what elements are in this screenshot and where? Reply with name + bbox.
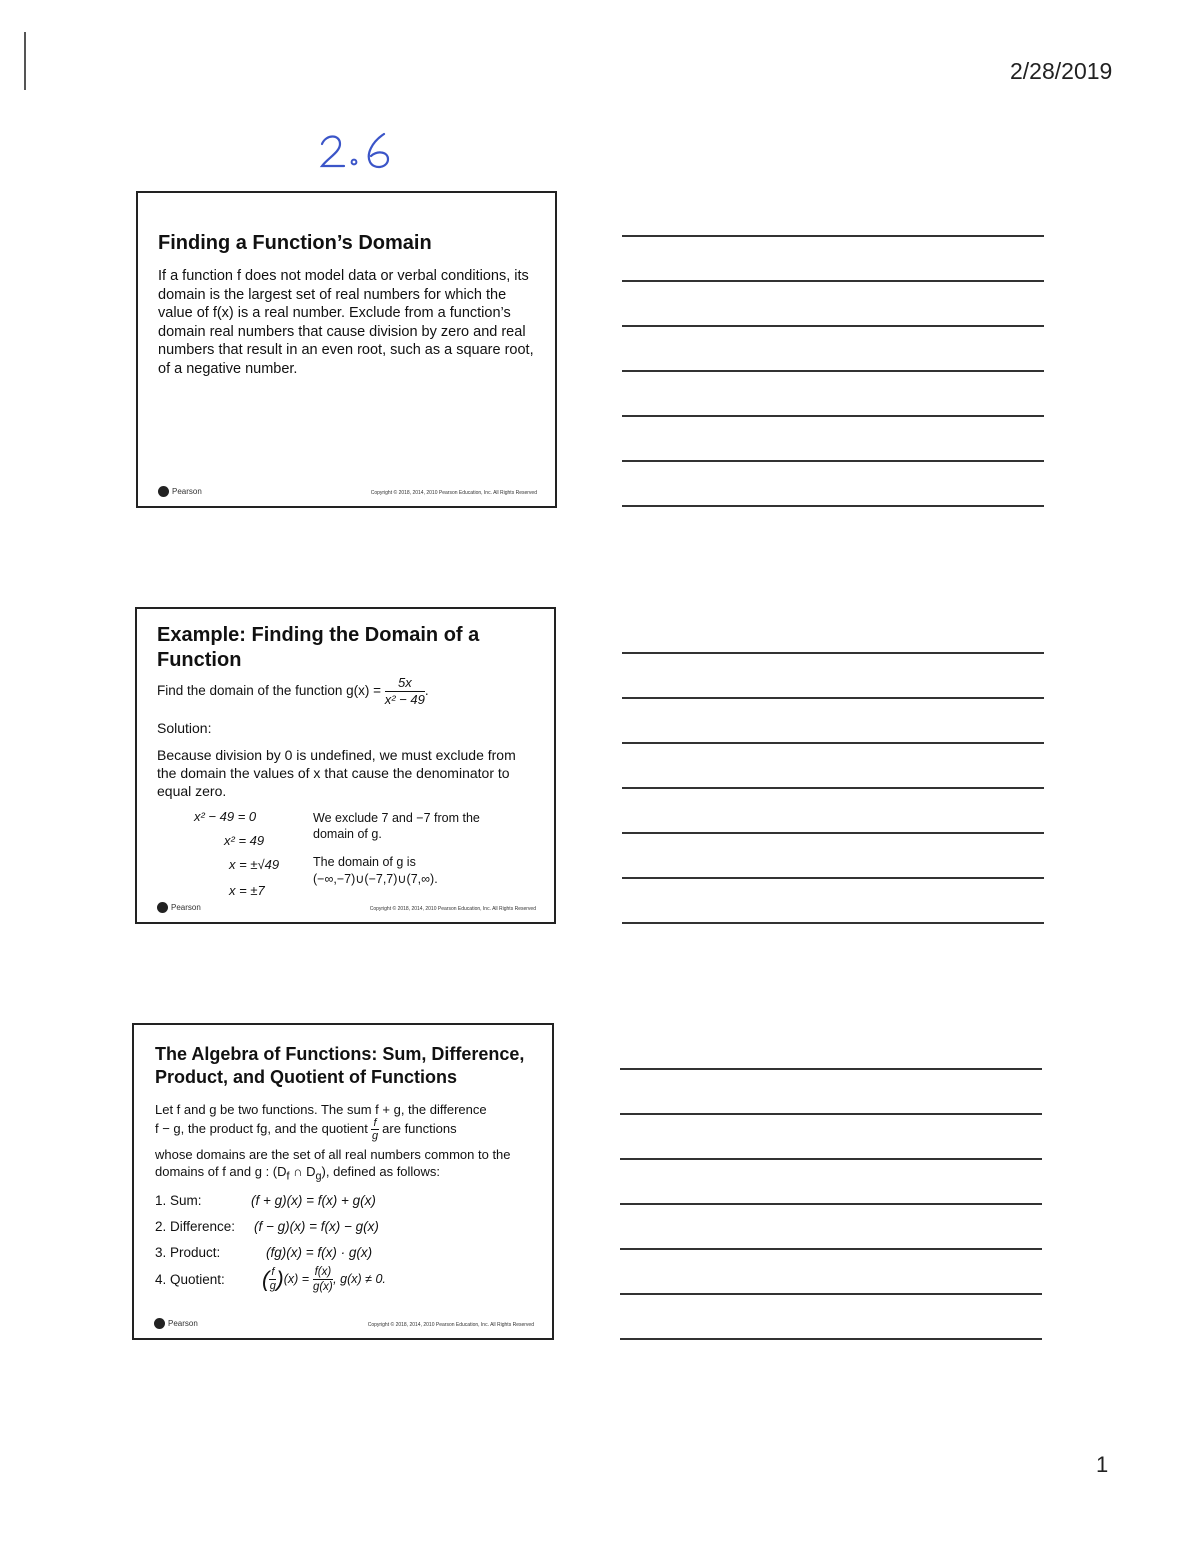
note-line xyxy=(622,787,1044,789)
note-line xyxy=(622,652,1044,654)
slide-title: Example: Finding the Domain of a Function xyxy=(157,624,480,671)
note-line xyxy=(622,460,1044,462)
copyright-notice: Copyright © 2018, 2014, 2010 Pearson Education, Inc. All Rights Reserved xyxy=(370,490,537,496)
scan-edge-mark xyxy=(24,32,26,90)
note-line xyxy=(622,325,1044,327)
note-line xyxy=(620,1338,1042,1340)
copyright-notice: Copyright © 2018, 2014, 2010 Pearson Education, Inc. All Rights Reserved xyxy=(369,906,536,912)
solution-label: Solution: xyxy=(157,720,212,736)
slide-body: If a function f does not model data or verbal conditions, its domain is the largest set of real numbers for which the value of f(x) is a real number. Exclude from a function’s domain real numbers that cause division by zero and real numbers that result in an even root, such as a square root, of a negative number. xyxy=(158,268,534,377)
print-date: 2/28/2019 xyxy=(1010,58,1113,84)
note-line xyxy=(622,922,1044,924)
list-item-sum: 1. Sum: (f + g)(x) = f(x) + g(x) xyxy=(155,1193,376,1208)
exclusion-note: We exclude 7 and −7 from the domain of g. xyxy=(313,811,480,841)
list-item-quotient: 4. Quotient: ( $\frac{f}{g}$ )(x) = $\frac{f(x)}{g(x)}$ , g(x) ≠ 0. xyxy=(155,1266,386,1293)
list-item-product: 3. Product: (fg)(x) = f(x) · g(x) xyxy=(155,1245,373,1260)
note-line xyxy=(622,697,1044,699)
intro-line-3: whose domains are the set of all real numbers common to the domains of f and g : ($D_f$ ∩ $D_g$), defined as follows: xyxy=(155,1147,511,1183)
slide-title: Finding a Function’s Domain xyxy=(158,232,432,254)
example-prompt: Find the domain of the function g(x) = $\frac{5x}{\text{x² − 49}}$ . xyxy=(157,675,429,707)
note-line xyxy=(620,1158,1042,1160)
note-line xyxy=(622,877,1044,879)
copyright-notice: Copyright © 2018, 2014, 2010 Pearson Education, Inc. All Rights Reserved xyxy=(367,1322,534,1328)
handwritten-section-number xyxy=(318,128,398,172)
solution-explanation: Because division by 0 is undefined, we must exclude from the domain the values of x that cause the denominator to equal zero. xyxy=(157,747,516,799)
intro-line-2: f − g, the product fg, and the quotient $\frac{f}{g}$ are functions xyxy=(155,1117,457,1142)
equation-step: x² − 49 = 0 xyxy=(194,809,257,824)
note-line xyxy=(620,1293,1042,1295)
pearson-logo-icon xyxy=(158,486,169,497)
pearson-logo: Pearson xyxy=(154,1318,198,1329)
note-line xyxy=(622,505,1044,507)
note-line xyxy=(622,415,1044,417)
note-line xyxy=(620,1203,1042,1205)
pearson-logo-icon xyxy=(154,1318,165,1329)
intro-line-1: Let f and g be two functions. The sum f + g, the difference xyxy=(155,1102,487,1117)
note-line xyxy=(620,1248,1042,1250)
list-item-difference: 2. Difference: (f − g)(x) = f(x) − g(x) xyxy=(155,1219,379,1234)
slide-algebra-of-functions xyxy=(132,1023,554,1340)
note-line xyxy=(622,370,1044,372)
pearson-logo: Pearson xyxy=(157,902,201,913)
equation-step: x = ±√49 xyxy=(229,857,280,872)
note-line xyxy=(622,742,1044,744)
domain-result: (−∞,−7)∪(−7,7)∪(7,∞). xyxy=(313,872,438,886)
note-line xyxy=(622,235,1044,237)
pearson-logo: Pearson xyxy=(158,486,202,497)
domain-result-label: The domain of g is xyxy=(313,855,416,869)
note-line xyxy=(620,1068,1042,1070)
pearson-logo-icon xyxy=(157,902,168,913)
note-line xyxy=(622,280,1044,282)
note-line xyxy=(620,1113,1042,1115)
equation-step: x² = 49 xyxy=(224,833,265,848)
slide-finding-domain xyxy=(136,191,557,508)
equation-step: x = ±7 xyxy=(229,883,265,898)
slide-example-domain xyxy=(135,607,556,924)
slide-title: The Algebra of Functions: Sum, Difference, Product, and Quotient of Functions xyxy=(155,1044,525,1087)
note-line xyxy=(622,832,1044,834)
page-number: 1 xyxy=(1096,1452,1109,1477)
